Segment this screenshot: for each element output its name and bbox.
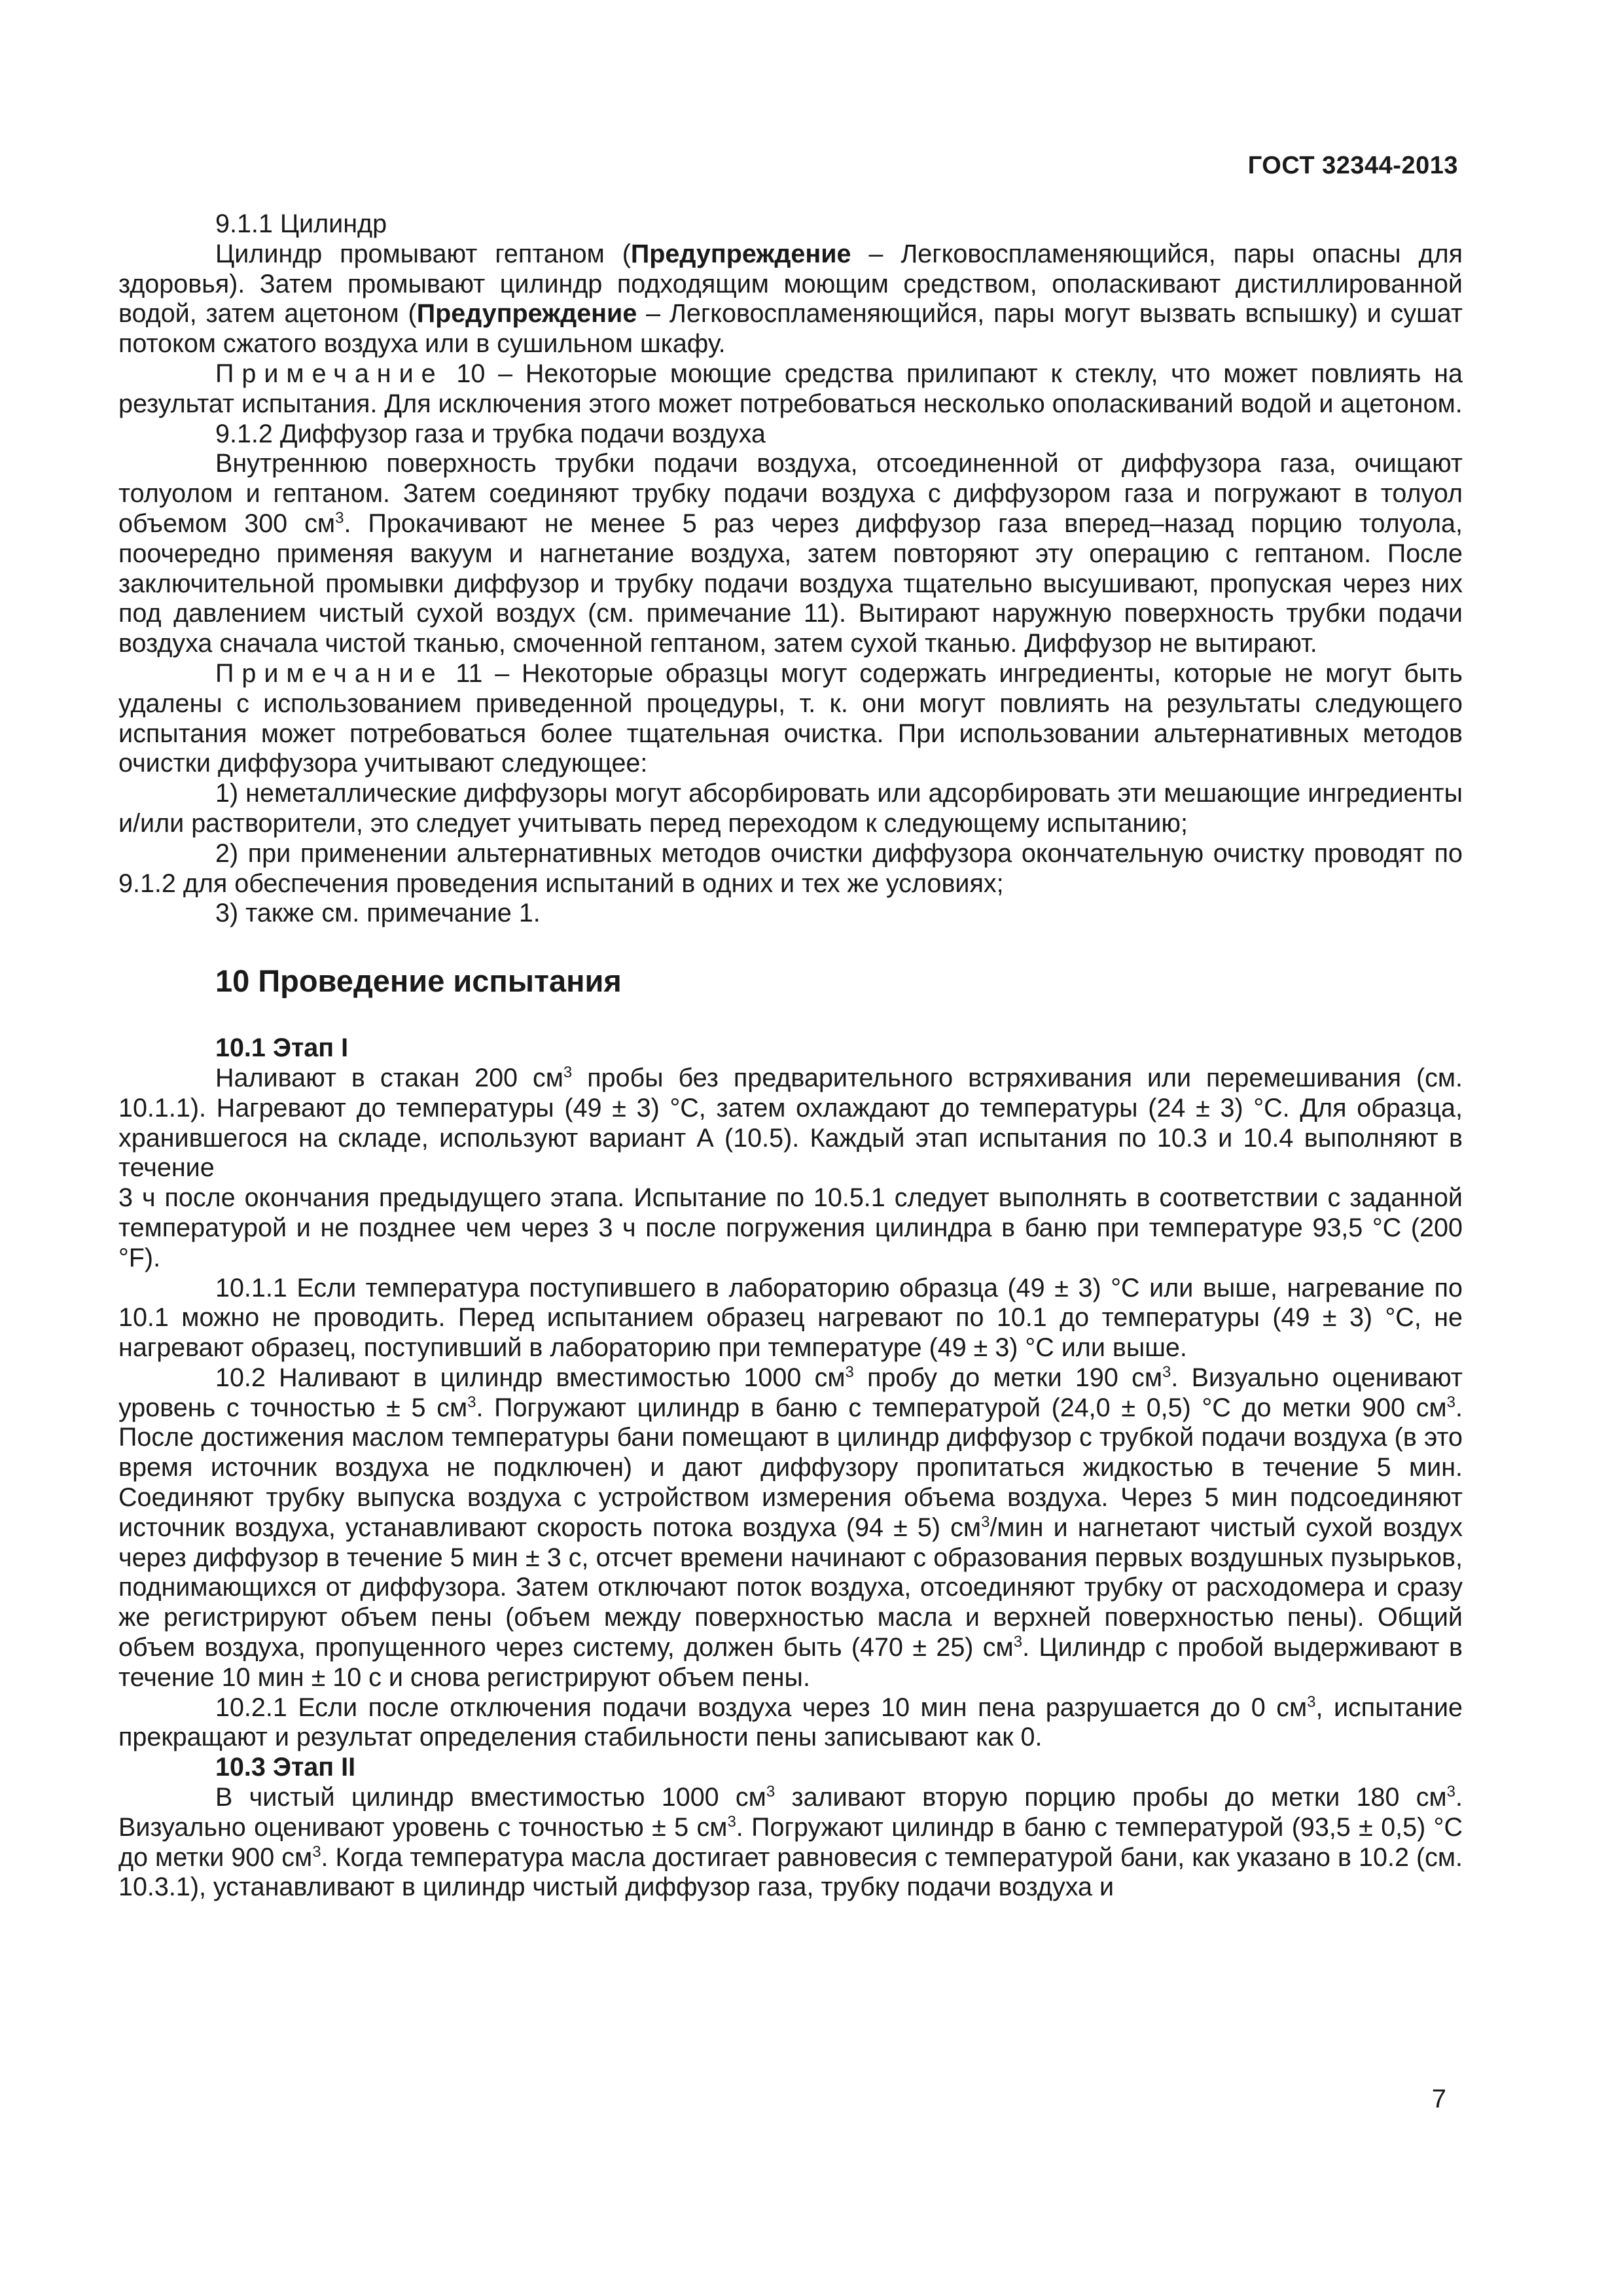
list-item: 1) неметаллические диффузоры могут абсорбировать или адсорбировать эти мешающие ингредиенты и/или растворители, это следует учитывать перед переходом к следующему испытанию;: [118, 779, 1463, 838]
note-label: Примечание: [215, 359, 444, 388]
note-10: Примечание 10 – Некоторые моющие средства прилипают к стеклу, что может повлиять на результат испытания. Для исключения этого может потребоваться несколько ополаскиваний водой и ацетоном.: [118, 359, 1463, 418]
list-item: 3) также см. примечание 1.: [215, 899, 541, 928]
warning-label: Предупреждение: [630, 239, 851, 268]
section-9-1-1-title: 9.1.1 Цилиндр: [215, 209, 387, 238]
section-10-2-1-paragraph: 10.2.1 Если после отключения подачи воздуха через 10 мин пена разрушается до 0 $см^3$, испытание прекращают и результат определения стабильности пены записывают как 0.: [118, 1693, 1463, 1752]
section-9-1-1-paragraph: Цилиндр промывают гептаном (Предупреждение – Легковоспламеняющийся, пары опасны для здоровья). Затем промывают цилиндр подходящим моющим средством, ополаскивают дистиллированной водой, затем ацетоном (Предупреждение – Легковоспламеняющийся, пары могут вызвать вспышку) и сушат потоком сжатого воздуха или в сушильном шкафу.: [118, 239, 1463, 359]
note-label: Примечание: [215, 658, 444, 688]
page-number: 7: [1431, 2085, 1446, 2113]
list-item: 2) при применении альтернативных методов очистки диффузора окончательную очистку проводят по 9.1.2 для обеспечения проведения испытаний в одних и тех же условиях;: [118, 838, 1463, 898]
document-body: [118, 209, 1463, 1903]
section-10-1-paragraph: Наливают в стакан 200 $см^3$ пробы без предварительного встряхивания или перемешивания (см. 10.1.1). Нагревают до температуры (49 ± 3) °С, затем охлаждают до температуры (24 ± 3) °С. Для образца, хранившегося на складе, используют вариант А (10.5). Каждый этап испытания по 10.3 и 10.4 выполняют в течение: [118, 1063, 1463, 1183]
warning-label: Предупреждение: [416, 299, 637, 329]
section-10-1-paragraph-cont: 3 ч после окончания предыдущего этапа. Испытание по 10.5.1 следует выполнять в соответствии с заданной температурой и не позднее чем через 3 ч после погружения цилиндра в баню при температуре 93,5 °С (200 °F).: [118, 1183, 1463, 1272]
section-9-1-2-title: 9.1.2 Диффузор газа и трубка подачи воздуха: [215, 419, 766, 448]
section-10-1-1-paragraph: 10.1.1 Если температура поступившего в лабораторию образца (49 ± 3) °С или выше, нагревание по 10.1 можно не проводить. Перед испытанием образец нагревают по 10.1 до температуры (49 ± 3) °С, не нагревают образец, поступивший в лабораторию при температуре (49 ± 3) °С или выше.: [118, 1273, 1463, 1363]
section-10-heading: 10 Проведение испытания: [215, 963, 622, 999]
note-11: Примечание 11 – Некоторые образцы могут содержать ингредиенты, которые не могут быть удалены с использованием приведенной процедуры, т. к. они могут повлиять на результаты следующего испытания может потребоваться более тщательная очистка. При использовании альтернативных методов очистки диффузора учитывают следующее:: [118, 658, 1463, 778]
section-9-1-2-paragraph: Внутреннюю поверхность трубки подачи воздуха, отсоединенной от диффузора газа, очищают толуолом и гептаном. Затем соединяют трубку подачи воздуха с диффузором газа и погружают в толуол объемом 300 $см^3$. Прокачивают не менее 5 раз через диффузор газа вперед–назад порцию толуола, поочередно применяя вакуум и нагнетание воздуха, затем повторяют эту операцию с гептаном. После заключительной промывки диффузор и трубку подачи воздуха тщательно высушивают, пропуская через них под давлением чистый сухой воздух (см. примечание 11). Вытирают наружную поверхность трубки подачи воздуха сначала чистой тканью, смоченной гептаном, затем сухой тканью. Диффузор не вытирают.: [118, 449, 1463, 658]
document-number-header: ГОСТ 32344-2013: [1247, 152, 1458, 179]
section-10-2-paragraph: 10.2 Наливают в цилиндр вместимостью 1000 $см^3$ пробу до метки 190 $см^3$. Визуально оценивают уровень с точностью ± 5 $см^3$. Погружают цилиндр в баню с температурой (24,0 ± 0,5) °С до метки 900 $см^3$. После достижения маслом температуры бани помещают в цилиндр диффузор с трубкой подачи воздуха (в это время источник воздуха не подключен) и дают диффузору пропитаться жидкостью в течение 5 мин. Соединяют трубку выпуска воздуха с устройством измерения объема воздуха. Через 5 мин подсоединяют источник воздуха, устанавливают скорость потока воздуха (94 ± 5) $см^3$/мин и нагнетают чистый сухой воздух через диффузор в течение 5 мин ± 3 с, отсчет времени начинают с образования первых воздушных пузырьков, поднимающихся от диффузора. Затем отключают поток воздуха, отсоединяют трубку от расходомера и сразу же регистрируют объем пены (объем между поверхностью масла и верхней поверхностью пены). Общий объем воздуха, пропущенного через систему, должен быть (470 ± 25) $см^3$. Цилиндр с пробой выдерживают в течение 10 мин ± 10 с и снова регистрируют объем пены.: [118, 1363, 1463, 1692]
section-10-3-paragraph: В чистый цилиндр вместимостью 1000 $см^3$ заливают вторую порцию пробы до метки 180 $см^3$. Визуально оценивают уровень с точностью ± 5 $см^3$. Погружают цилиндр в баню с температурой (93,5 ± 0,5) °С до метки 900 $см^3$. Когда температура масла достигает равновесия с температурой бани, как указано в 10.2 (см. 10.3.1), устанавливают в цилиндр чистый диффузор газа, трубку подачи воздуха и: [118, 1782, 1463, 1902]
section-10-1-heading: 10.1 Этап I: [215, 1033, 349, 1063]
section-10-3-heading: 10.3 Этап II: [215, 1753, 356, 1782]
